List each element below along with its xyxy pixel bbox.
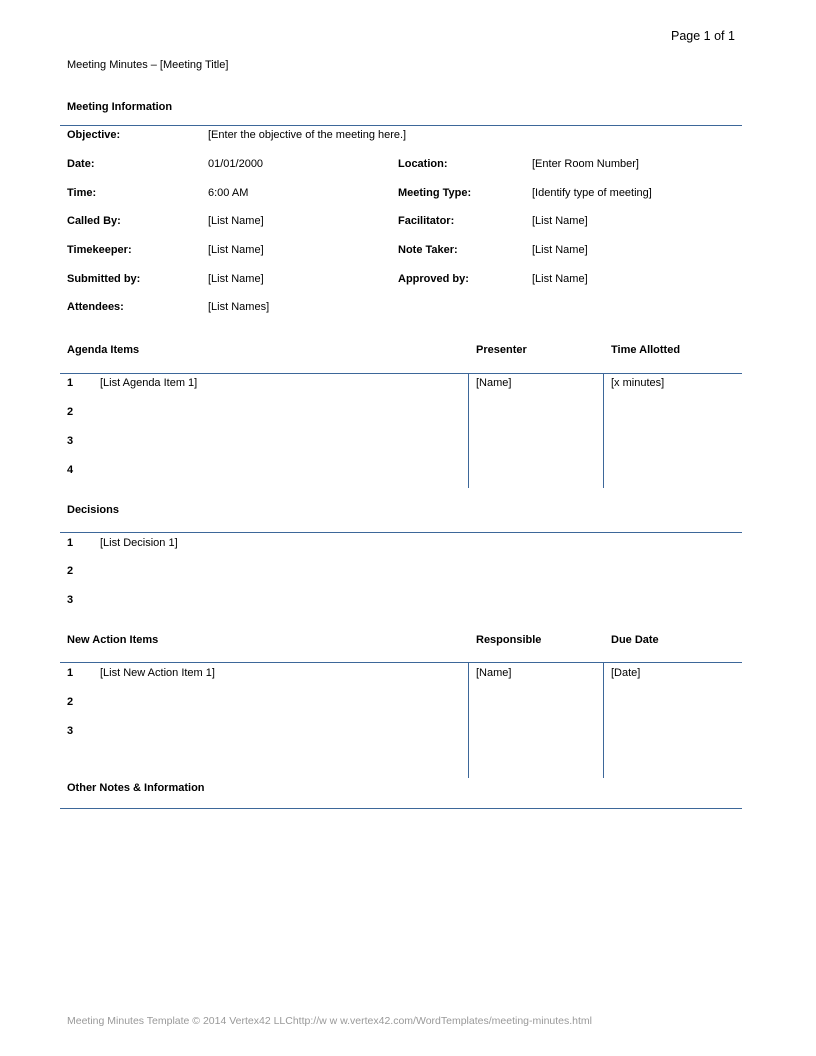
agenda-time[interactable]: [x minutes] — [611, 377, 665, 389]
approved-by-value[interactable]: [List Name] — [532, 273, 588, 285]
approved-by-label: Approved by: — [398, 273, 469, 285]
called-by-value[interactable]: [List Name] — [208, 215, 264, 227]
meeting-info-heading: Meeting Information — [67, 101, 173, 113]
facilitator-value[interactable]: [List Name] — [532, 215, 588, 227]
agenda-presenter[interactable]: [Name] — [476, 377, 512, 389]
due-date-header: Due Date — [611, 634, 659, 646]
action-items-header: New Action Items — [67, 634, 159, 646]
note-taker-value[interactable]: [List Name] — [532, 244, 588, 256]
decision-row-number: 1 — [67, 537, 74, 549]
decision-text[interactable]: [List Decision 1] — [100, 537, 178, 549]
time-label: Time: — [67, 187, 97, 199]
other-notes-heading: Other Notes & Information — [67, 782, 205, 794]
agenda-row-number: 4 — [67, 464, 74, 476]
action-row-number: 3 — [67, 725, 74, 737]
agenda-row-number: 1 — [67, 377, 74, 389]
agenda-item-text[interactable]: [List Agenda Item 1] — [100, 377, 198, 389]
meeting-type-label: Meeting Type: — [398, 187, 472, 199]
actions-divider-responsible — [468, 663, 469, 778]
agenda-row-number: 2 — [67, 406, 74, 418]
date-value[interactable]: 01/01/2000 — [208, 158, 264, 170]
meeting-type-value[interactable]: [Identify type of meeting] — [532, 187, 652, 199]
timekeeper-label: Timekeeper: — [67, 244, 132, 256]
actions-divider-due — [603, 663, 604, 778]
attendees-label: Attendees: — [67, 301, 124, 313]
note-taker-label: Note Taker: — [398, 244, 458, 256]
called-by-label: Called By: — [67, 215, 121, 227]
location-label: Location: — [398, 158, 448, 170]
agenda-items-header: Agenda Items — [67, 344, 140, 356]
objective-label: Objective: — [67, 129, 121, 141]
time-value[interactable]: 6:00 AM — [208, 187, 249, 199]
location-value[interactable]: [Enter Room Number] — [532, 158, 639, 170]
decision-row-number: 3 — [67, 594, 74, 606]
attendees-value[interactable]: [List Names] — [208, 301, 270, 313]
action-responsible[interactable]: [Name] — [476, 667, 512, 679]
action-item-text[interactable]: [List New Action Item 1] — [100, 667, 215, 679]
time-allotted-header: Time Allotted — [611, 344, 681, 356]
date-label: Date: — [67, 158, 95, 170]
agenda-row-number: 3 — [67, 435, 74, 447]
action-due-date[interactable]: [Date] — [611, 667, 641, 679]
presenter-header: Presenter — [476, 344, 527, 356]
action-row-number: 2 — [67, 696, 74, 708]
action-row-number: 1 — [67, 667, 74, 679]
meeting-info-rule — [60, 125, 742, 126]
objective-value[interactable]: [Enter the objective of the meeting here.] — [208, 129, 407, 141]
decisions-rule — [60, 532, 742, 533]
page-number: Page 1 of 1 — [671, 29, 735, 43]
actions-rule — [60, 662, 742, 663]
agenda-rule — [60, 373, 742, 374]
submitted-by-value[interactable]: [List Name] — [208, 273, 264, 285]
submitted-by-label: Submitted by: — [67, 273, 141, 285]
agenda-divider-presenter — [468, 374, 469, 488]
footer-copyright[interactable]: Meeting Minutes Template © 2014 Vertex42 LLChttp://w w w.vertex42.com/WordTemplates/meeting-minutes.html — [67, 1015, 593, 1027]
responsible-header: Responsible — [476, 634, 542, 646]
timekeeper-value[interactable]: [List Name] — [208, 244, 264, 256]
notes-rule — [60, 808, 742, 809]
decision-row-number: 2 — [67, 565, 74, 577]
agenda-divider-time — [603, 374, 604, 488]
facilitator-label: Facilitator: — [398, 215, 455, 227]
document-title: Meeting Minutes – [Meeting Title] — [67, 59, 229, 71]
decisions-heading: Decisions — [67, 504, 119, 516]
